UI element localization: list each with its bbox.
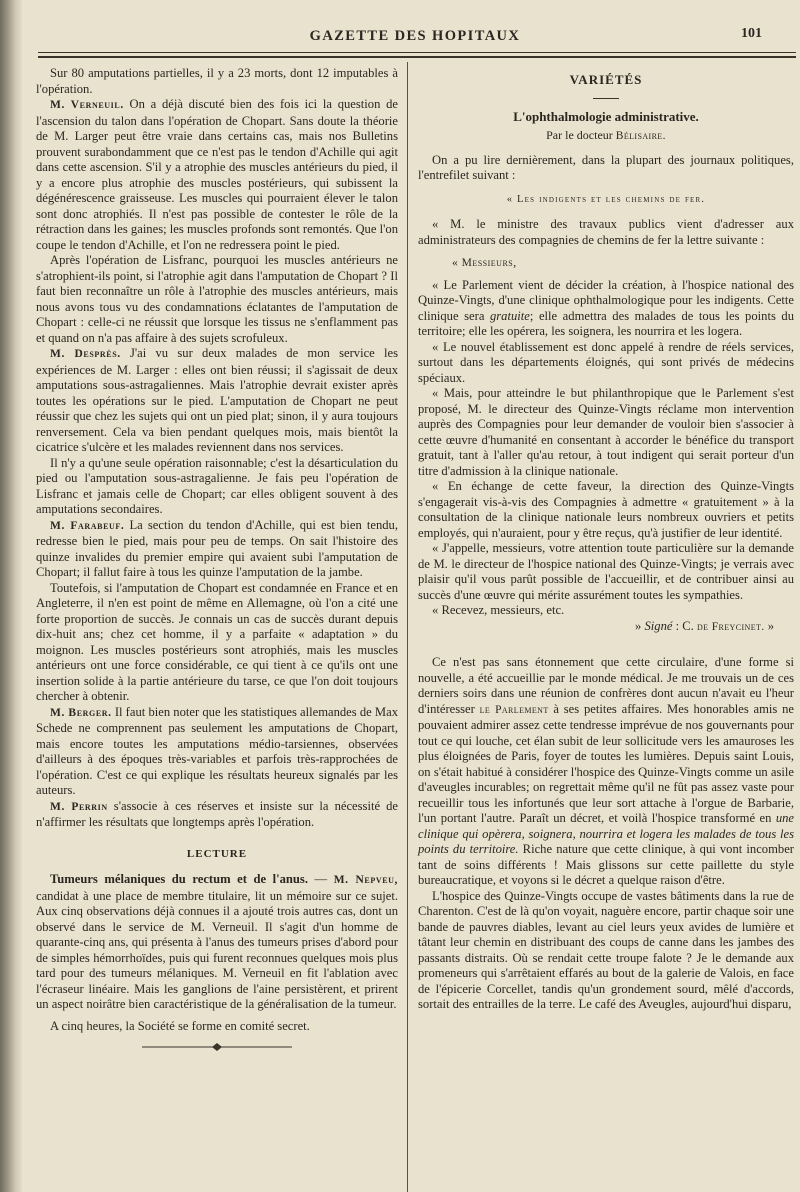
lecture-text: candidat à une place de membre titulaire, lit un mémoire sur ce sujet. Aux cinq observations déjà connues il a ajouté trois autres cas, dont un observé dans le service de M. Verneuil. Il s'agit d'un homme de quarante-cinq ans, qui présenta à l'anus des tumeurs prises d'abord pour de simples hémorrhoïdes, puis qui furent reconnues quelques mois plus tard pour des tumeurs mélaniques. M. Verneuil en fit l'ablation avec l'écraseur linéaire. Mais les ganglions de l'aine persistèrent, et prirent un aspect noirâtre bien caractéristique de la généralisation de la tumeur. — [36, 888, 398, 1011]
paragraph: « M. le ministre des travaux publics vient d'adresser aux administrateurs des compagnies de chemins de fer la lettre suivante : — [418, 217, 794, 247]
quoted-headline: « Les indigents et les chemins de fer. — [506, 193, 706, 205]
paragraph: Il n'y a qu'une seule opération raisonnable; c'est la désarticulation du pied ou l'amputation sous-astragalienne. Je fais peu l'opération de Lisfranc et jamais celle de Chopart; car elles obligent souvent à des amputations secondaires. — [36, 455, 398, 516]
speaker-text: On a déjà discuté bien des fois ici la question de l'ascension du talon dans l'opération de Chopart. Sans doute la théorie de M. Larger peut être vraie dans certains cas, mais nos Bulletins prouvent surabondamment que ce n'est pas le tendon d'Achille qui agit dans cette ascension. S'il y a atrophie des muscles antérieurs du pied, il y a encore plus atrophie des muscles postérieurs, qui subissent la dégénérescence graisseuse. Les muscles qui pourraient élever le talon sont donc atrophiés. Il n'est pas possible de contester le rôle de la rétraction dans les gaines; les muscles profonds sont remontés. Que l'on coupe le tendon d'Achille, et l'on ne redressera point le pied. — [36, 97, 398, 252]
ornament-divider — [36, 1042, 398, 1058]
spacer — [418, 635, 794, 655]
paragraph: Toutefois, si l'amputation de Chopart est condamnée en France et en Angleterre, il n'en est point de même en Allemagne, où l'on a cité une forte proportion de succès. Je connais un cas de succès durant depuis dix-huit ans; chez cet homme, il y a parfaite « adaptation » du moignon. Les muscles postérieurs sont atrophiés, mais les muscles antérieurs ont une force considérable, ce qui tient à ce qu'ils ont une insertion solide à la partie antérieure du tarse, ce que l'on doit toujours chercher à obtenir. — [36, 580, 398, 703]
speaker-text: La section du tendon d'Achille, qui est bien tendu, redresse bien le pied, mais pour peu de temps. On sait l'histoire des quinze invalides du premier empire qui avaient subi l'amputation de Chopart; il fallut faire à tous les quinze l'amputation de la jambe. — [36, 517, 398, 579]
paragraph: L'hospice des Quinze-Vingts occupe de vastes bâtiments dans la rue de Charenton. C'est de là qu'on voyait, naguère encore, partir chaque soir une bande de pauvres diables, levant au ciel leurs yeux avides de lumière et tâtant leur chemin en distribuant des coups de canne dans les jambes des passants distraits. Où se rendait cette troupe falote ? Je le demande aux promeneurs qui s'arrêtaient effarés au bout de la galerie de Valois, en face de l'épicerie Corcellet, tandis qu'un grondement sourd, mêlé d'accords, sortait des entrailles de la terre. Le café des Aveugles, aujourd'hui disparu, — [418, 888, 794, 1011]
section-heading-varietes: VARIÉTÉS — [569, 72, 643, 87]
speaker-name: M. Perrin — [50, 800, 108, 813]
text-run: ; elle admettra des malades de tous les points du territoire; elle les opérera, les soignera, les nourrira et les logera. — [418, 308, 795, 338]
article-title: L'ophthalmologie administrative. — [513, 108, 699, 124]
text-run: : C. — [672, 618, 697, 633]
byline-prefix: Par le docteur — [546, 128, 616, 142]
header-rule-thick — [38, 56, 796, 58]
italic-run: Signé — [644, 618, 673, 633]
text-run: à ses petites affaires. Mes honorables amis ne pouvaient admirer assez cette tendresse imprévue de nos gouvernants pour tout ce qui louche, cet élan subit de leur sollicitude vers les amauroses les plus éloignées de Paris, foyer de toutes les lumières. Depuis saint Louis, on s'était habitué à considérer l'hospice des Quinze-Vingts comme un asile d'aveugles incurables; on regrettait même qu'il ne fût pas assez vaste pour recueillir tous les infortunés que leur sort attache à l'orgue de Barbarie, l'un portant l'autre. Paraît un décret, et voilà l'hospice transformé en — [418, 701, 794, 825]
paragraph: On a pu lire dernièrement, dans la plupart des journaux politiques, l'entrefilet suivant : — [418, 152, 794, 182]
closing-paragraph: A cinq heures, la Société se forme en comité secret. — [50, 1018, 310, 1033]
page-binding-shadow — [0, 0, 22, 1192]
byline — [418, 128, 794, 145]
dash: — — [308, 872, 334, 886]
letter-salutation: « Messieurs, — [452, 257, 517, 269]
speaker-name: M. Berger. — [50, 706, 112, 719]
small-caps-run: le Parlement — [479, 703, 549, 716]
publication-title: GAZETTE DES HOPITAUX — [309, 28, 521, 44]
byline-author: Bélisaire. — [615, 130, 666, 142]
paragraph: « Recevez, messieurs, etc. — [432, 603, 565, 617]
paragraph: « Le nouvel établissement est donc appelé à rendre de réels services, surtout dans les départements éloignés, qui sont privés de médecins spéciaux. — [418, 339, 794, 385]
italic-run: une clinique qui opèrera, soignera, nourrira et logera les malades de tous les points du territoire. — [418, 811, 794, 856]
speaker-paragraph — [36, 705, 398, 799]
text-run: « Le Parlement vient de décider la création, à l'hospice national des Quinze-Vingts, d'une clinique ophthalmologique pour les indigents. Cette clinique sera — [418, 277, 794, 323]
speaker-text: Il faut bien noter que les statistiques allemandes de Max Schede ne comprennent pas seulement les amputations de Chopart, mais encore toutes les amputations médio-tarsiennes, observées d'ailleurs à des époques très-variables et parfois très-rapprochées de l'opération. C'est ce qui explique les résultats heureux signalés par les auteurs. — [36, 704, 399, 797]
paragraph: « Mais, pour atteindre le but philanthropique que le Parlement s'est proposé, M. le directeur des Quinze-Vingts réclame mon intervention auprès des Compagnies pour leur demander de vouloir bien s'associer à cette œuvre d'humanité en consentant à accorder le bénéfice du transport gratuit, tant à l'aller qu'au retour, à tout indigent qui serait porteur d'un titre d'admission à la clinique nationale. — [418, 386, 794, 478]
speaker-name: M. Farabeuf. — [50, 519, 125, 532]
speaker-name: M. Nepveu, — [333, 874, 399, 886]
speaker-name: M. Desprès. — [50, 348, 121, 360]
speaker-text: s'associe à ces réserves et insiste sur la nécessité de n'affirmer les résultats que longtemps après l'opération. — [36, 798, 398, 829]
paragraph: « J'appelle, messieurs, votre attention toute particulière sur la demande de M. le directeur de l'hospice national des Quinze-Vingts; je verrais avec plaisir qu'il vous parût possible de l'accueillir, et de contribuer ainsi au succès d'une œuvre qui mérite assurément toutes les sympathies. — [418, 541, 794, 602]
column-divider — [407, 62, 408, 1192]
speaker-paragraph — [36, 799, 398, 831]
right-column — [418, 66, 794, 1013]
paragraph: Sur 80 amputations partielles, il y a 23 morts, dont 12 imputables à l'opération. — [36, 66, 398, 96]
paragraph: « En échange de cette faveur, la direction des Quinze-Vingts s'engagerait vis-à-vis des Compagnies à admettre « gratuitement » à la consultation de la clinique nationale leurs nombreux ouvriers et petits employés, qui n'auraient, pour y être reçus, qu'à justifier de leur identité. — [418, 479, 794, 540]
letter-signature — [418, 619, 774, 636]
paragraph: Après l'opération de Lisfranc, pourquoi les muscles antérieurs ne s'atrophient-ils point, si l'atrophie agit dans l'amputation de Chopart ? Il faut bien reconnaître un rôle à l'atrophie des muscles antérieurs, mais nous avons tous vu des condamnations éclatantes de l'amputation de Chopart : celle-ci ne réussit que lorsque les tissus ne s'enflamment pas et quand on n'a pas affaire à des sujets scrofuleux. — [36, 253, 398, 345]
speaker-paragraph — [36, 346, 398, 456]
paragraph — [418, 655, 794, 889]
signatory-name: de Freycinet. — [696, 620, 765, 633]
speaker-text: J'ai vu sur deux malades de mon service les expériences de M. Larger : elles ont bien réussi; il s'agissait de deux amputations sous-astragaliennes. Mais l'atrophie devrait exister après toutes les opérations sur le pied. L'amputation de Chopart ne peut réussir que chez les sujets qui ont un pied plat; sinon, il y aura toujours renversement. Cela va bien pendant quelques mois, mais bientôt la cicatrice s'ulcère et les malades reviennent dans nos services. — [36, 346, 398, 454]
header-rule — [38, 52, 796, 53]
speaker-name: M. Verneuil. — [50, 99, 124, 111]
text-run: Riche nature que cette clinique, à qui vont incomber tant de soins différents ! Mais glissons sur cette paillette du style bureaucratique, et voyons si le décret a quelque raison d'être. — [418, 842, 794, 887]
section-heading-lecture: LECTURE — [186, 847, 248, 860]
italic-run: gratuite — [489, 308, 530, 323]
text-run: » — [764, 618, 774, 633]
paragraph — [418, 278, 794, 340]
lecture-title: Tumeurs mélaniques du rectum et de l'anus. — [50, 872, 308, 886]
text-run: » — [635, 618, 645, 633]
page-header — [30, 26, 800, 50]
lecture-paragraph — [36, 872, 398, 1013]
left-column — [36, 66, 398, 1058]
newspaper-page — [30, 0, 800, 1192]
speaker-paragraph — [36, 97, 398, 253]
text-run: Ce n'est pas sans étonnement que cette circulaire, d'une forme si nouvelle, a été accueillie par le monde médical. Je me trouvais un de ces derniers soirs dans une réunion de confrères dont aucun n'avait eu l'heur d'intéresser — [418, 655, 794, 716]
page-number: 101 — [741, 26, 762, 41]
ornament-line-icon — [142, 1042, 292, 1052]
short-rule — [593, 98, 619, 99]
speaker-paragraph — [36, 518, 398, 581]
